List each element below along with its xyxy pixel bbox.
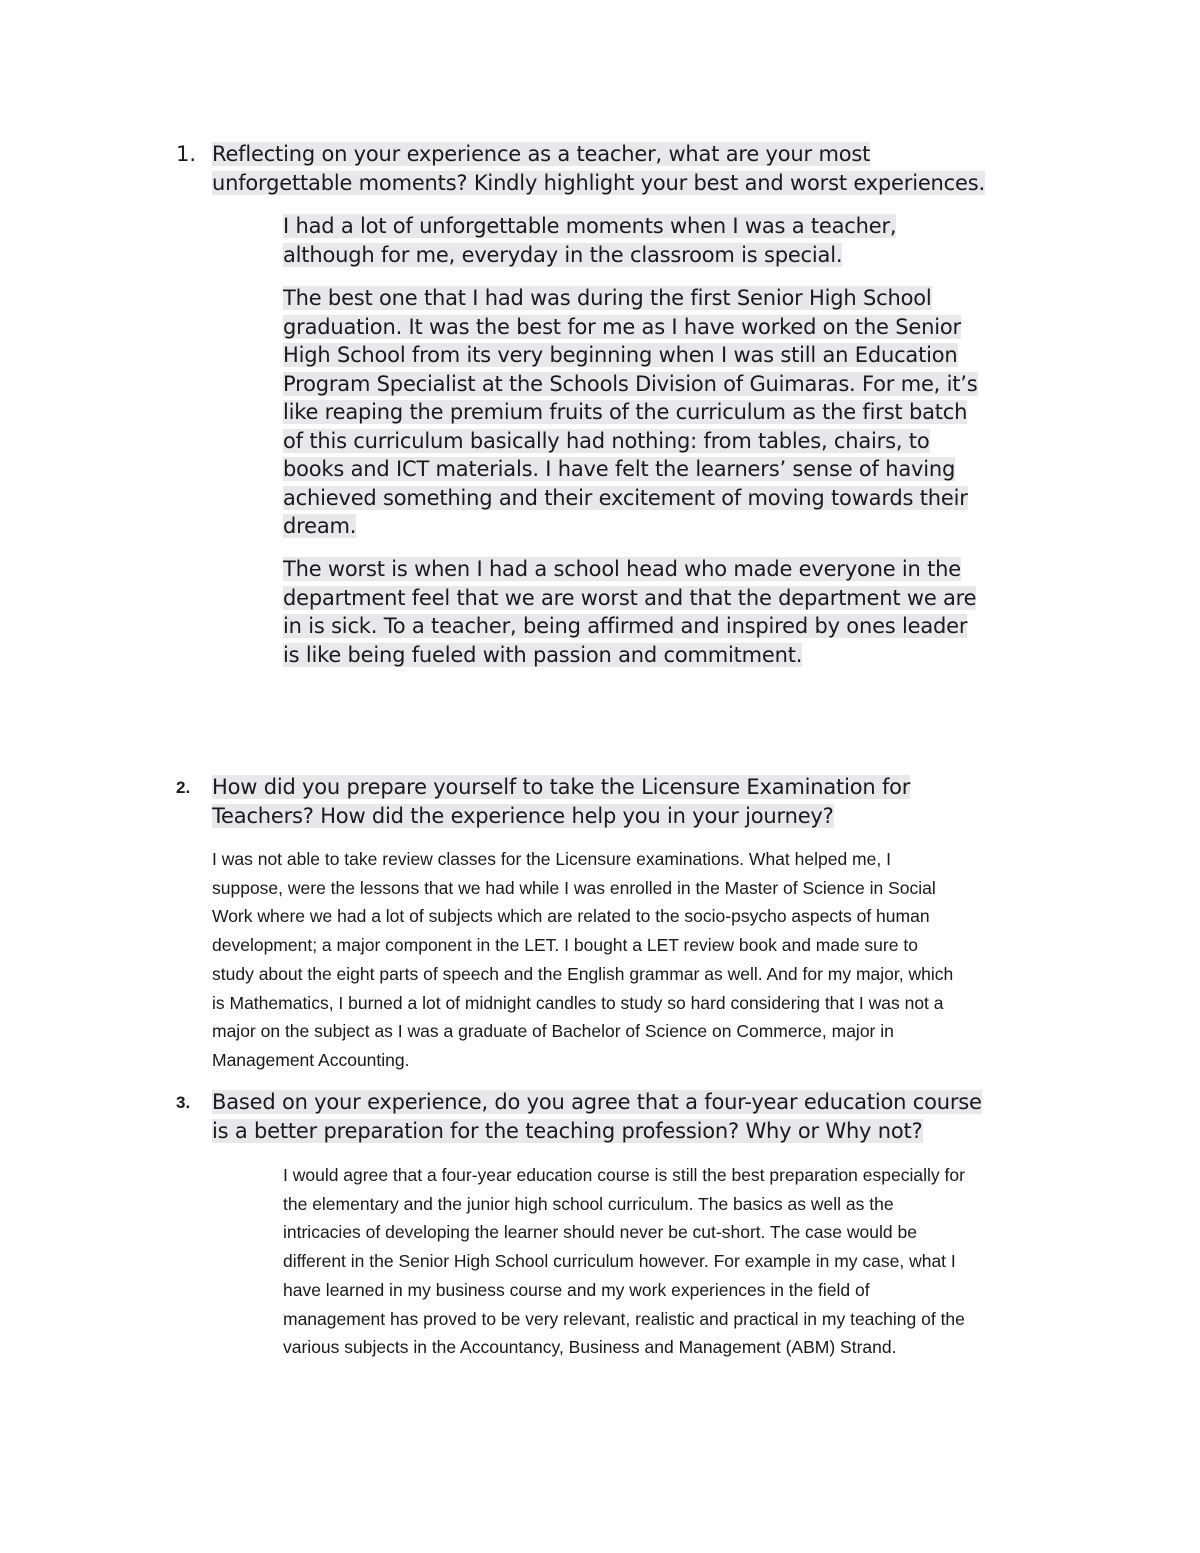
question-2-number: 2. [176,778,191,797]
answer-3 [283,1161,965,1362]
question-2-text [212,773,910,830]
question-1-line: unforgettable moments? Kindly highlight your best and worst experiences. [212,170,985,195]
answer-line: achieved something and their excitement of moving towards their [283,485,968,510]
answer-line: of this curriculum basically had nothing: from tables, chairs, to [283,428,930,453]
answer-line: in is sick. To a teacher, being affirmed and inspired by ones leader [283,614,968,638]
question-3-line: Based on your experience, do you agree that a four-year education course [212,1090,982,1114]
answer-line: the elementary and the junior high school curriculum. The basics as well as the [283,1193,894,1214]
answer-line: I had a lot of unforgettable moments when I was a teacher, [283,214,897,238]
answer-line: I was not able to take review classes for the Licensure examinations. What helped me, I [212,849,891,869]
question-2-line: How did you prepare yourself to take the Licensure Examination for [212,775,911,799]
answer-line: Work where we had a lot of subjects which are related to the socio-psycho aspects of human [212,906,930,927]
question-3-line: is a better preparation for the teaching profession? Why or Why not? [212,1118,923,1143]
question-3-text [212,1088,982,1145]
answer-1-paragraph-2 [283,284,978,541]
answer-line: intricacies of developing the learner should never be cut-short. The case would be [283,1222,917,1243]
answer-line: I would agree that a four-year education course is still the best preparation especially for [283,1165,965,1185]
answer-line: different in the Senior High School curriculum however. For example in my case, what I [283,1251,956,1272]
answer-line: The best one that I had was during the first Senior High School [283,286,932,310]
question-1-text [212,140,985,197]
answer-1-paragraph-1 [283,212,896,269]
answer-line: Management Accounting. [212,1049,410,1070]
question-3-number: 3. [176,1093,191,1112]
answer-line: study about the eight parts of speech and the English grammar as well. And for my major, which [212,963,954,984]
answer-line: is like being fueled with passion and commitment. [283,642,803,667]
answer-line: dream. [283,514,357,538]
question-1-line: Reflecting on your experience as a teacher, what are your most [212,142,871,166]
answer-line: The worst is when I had a school head who made everyone in the [283,557,962,581]
answer-line: Program Specialist at the Schools Division of Guimaras. For me, it’s [283,371,978,396]
answer-line: like reaping the premium fruits of the curriculum as the first batch [283,400,968,424]
answer-1-paragraph-3 [283,555,976,669]
answer-line: have learned in my business course and my work experiences in the field of [283,1279,870,1300]
answer-line: is Mathematics, I burned a lot of midnight candles to study so hard considering that I was not a [212,992,944,1013]
answer-line: books and ICT materials. I have felt the learners’ sense of having [283,457,956,481]
answer-line: department feel that we are worst and that the department we are [283,585,977,610]
answer-line: although for me, everyday in the classroom is special. [283,242,843,267]
answer-line: development; a major component in the LET. I bought a LET review book and made sure to [212,935,918,956]
answer-line: High School from its very beginning when I was still an Education [283,343,958,367]
question-1-number: 1. [176,142,197,166]
answer-line: management has proved to be very relevant, realistic and practical in my teaching of the [283,1308,965,1329]
answer-line: major on the subject as I was a graduate of Bachelor of Science on Commerce, major in [212,1021,894,1042]
answer-line: various subjects in the Accountancy, Business and Management (ABM) Strand. [283,1337,897,1358]
answer-2 [212,845,953,1075]
answer-line: suppose, were the lessons that we had while I was enrolled in the Master of Science in Social [212,877,936,898]
question-2-line: Teachers? How did the experience help you in your journey? [212,803,834,828]
answer-line: graduation. It was the best for me as I have worked on the Senior [283,314,961,339]
